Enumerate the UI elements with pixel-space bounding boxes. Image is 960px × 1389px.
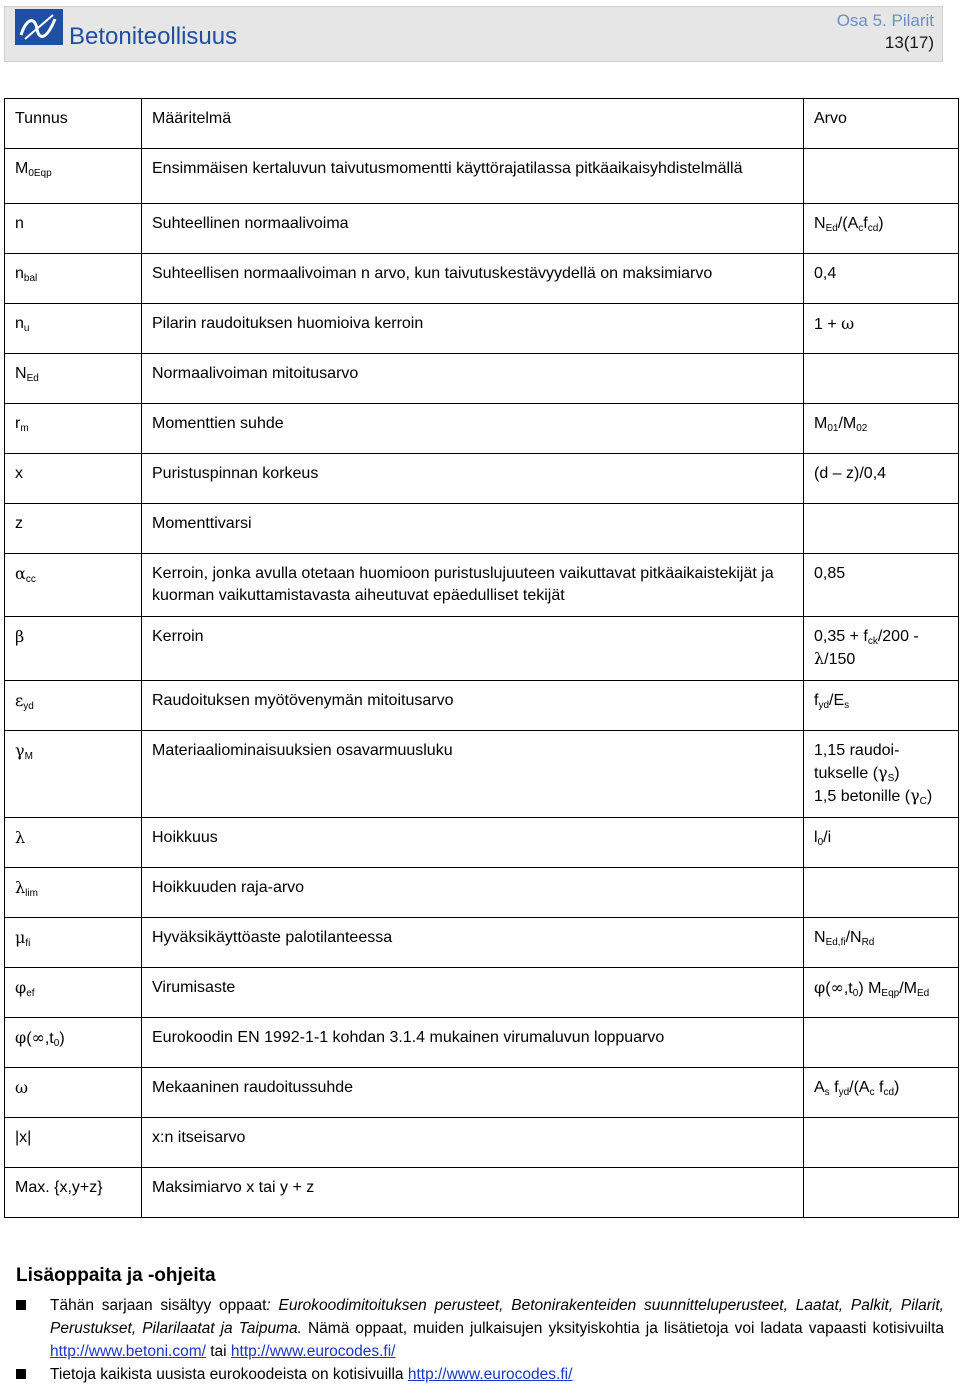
document-title: Osa 5. Pilarit [836, 11, 934, 30]
definition-cell: Normaalivoiman mitoitusarvo [142, 354, 804, 404]
value-cell: $l_0/i$ [804, 818, 959, 868]
table-header-row [5, 99, 959, 149]
bullet-icon [16, 1300, 26, 1310]
definition-cell: Materiaaliominaisuuksien osavarmuusluku [142, 731, 804, 818]
symbol-cell: n [5, 204, 142, 254]
value-cell [804, 868, 959, 918]
table-row [5, 404, 959, 454]
definition-cell: Ensimmäisen kertaluvun taivutusmomentti käyttörajatilassa pitkäaikaisyhdistelmällä [142, 149, 804, 204]
value-cell: $0,35 + f_{ck}/200 - \lambda/150$ [804, 617, 959, 681]
value-cell: 1,15 raudoitukselle $(\gamma_S)$ 1,5 betonille $(\gamma_C)$ [804, 731, 959, 818]
table-row [5, 1068, 959, 1118]
symbol-cell: x [5, 454, 142, 504]
definition-cell: Kerroin, jonka avulla otetaan huomioon puristuslujuuteen vaikuttavat pitkäaikaistekijät ja kuorman vaikuttamistavasta aiheutuvat epäedulliset tekijät [142, 554, 804, 617]
symbol-cell: λ [5, 818, 142, 868]
value-cell: 1 + ω [804, 304, 959, 354]
value-cell [804, 504, 959, 554]
table-row [5, 731, 959, 818]
table-row [5, 1168, 959, 1218]
value-cell: $N_{Ed}/(A_cf_{cd})$ [804, 204, 959, 254]
value-cell [804, 1118, 959, 1168]
header-value: Arvo [804, 99, 959, 149]
header-symbol: Tunnus [5, 99, 142, 149]
symbol-cell: $\varepsilon_{yd}$ [5, 681, 142, 731]
symbol-cell: $r_m$ [5, 404, 142, 454]
value-cell: (d – z)/0,4 [804, 454, 959, 504]
definition-cell: Virumisaste [142, 968, 804, 1018]
symbol-cell: z [5, 504, 142, 554]
definition-cell: Momenttivarsi [142, 504, 804, 554]
table-row [5, 918, 959, 968]
symbol-cell: |x| [5, 1118, 142, 1168]
value-cell: $\varphi(\infty,t_0)$ $M_{Eqp}/M_{Ed}$ [804, 968, 959, 1018]
definition-cell: Momenttien suhde [142, 404, 804, 454]
symbol-cell: $\alpha_{cc}$ [5, 554, 142, 617]
symbol-cell: $\varphi_{ef}$ [5, 968, 142, 1018]
note-text: tai [205, 1343, 231, 1360]
value-cell: 0,4 [804, 254, 959, 304]
table-row [5, 354, 959, 404]
table-row [5, 681, 959, 731]
table-row [5, 504, 959, 554]
definition-cell: Hoikkuus [142, 818, 804, 868]
eurocodes-link[interactable]: http://www.eurocodes.fi/ [407, 1366, 573, 1383]
bullet-icon [16, 1369, 26, 1379]
table-row [5, 254, 959, 304]
table-row [5, 1118, 959, 1168]
list-item [16, 1294, 944, 1363]
page-header [4, 6, 943, 62]
definition-cell: Maksimiarvo x tai y + z [142, 1168, 804, 1218]
symbol-table [4, 98, 959, 1218]
table-row [5, 617, 959, 681]
value-cell [804, 1018, 959, 1068]
value-cell [804, 354, 959, 404]
definition-cell: Kerroin [142, 617, 804, 681]
value-cell: 0,85 [804, 554, 959, 617]
symbol-cell: $n_u$ [5, 304, 142, 354]
definition-cell: Raudoituksen myötövenymän mitoitusarvo [142, 681, 804, 731]
definition-cell: Pilarin raudoituksen huomioiva kerroin [142, 304, 804, 354]
definition-cell: Puristuspinnan korkeus [142, 454, 804, 504]
brand-name: Betoniteollisuus [69, 23, 238, 50]
definition-cell: Mekaaninen raudoitussuhde [142, 1068, 804, 1118]
definition-cell: Eurokoodin EN 1992-1-1 kohdan 3.1.4 mukainen virumaluvun loppuarvo [142, 1018, 804, 1068]
value-cell [804, 149, 959, 204]
value-cell: $M_{01}/M_{02}$ [804, 404, 959, 454]
definition-cell: x:n itseisarvo [142, 1118, 804, 1168]
table-row [5, 454, 959, 504]
symbol-cell: β [5, 617, 142, 681]
note-text: Tähän sarjaan sisältyy oppaat [50, 1297, 267, 1314]
symbol-cell: $n_{bal}$ [5, 254, 142, 304]
eurocodes-link[interactable]: http://www.eurocodes.fi/ [230, 1343, 396, 1360]
symbol-cell: $M_{0Eqp}$ [5, 149, 142, 204]
table-row [5, 868, 959, 918]
page-number: 13(17) [884, 33, 934, 52]
symbol-cell: $\lambda_{lim}$ [5, 868, 142, 918]
definition-cell: Suhteellisen normaalivoiman n arvo, kun taivutuskestävyydellä on maksimiarvo [142, 254, 804, 304]
table-row [5, 1018, 959, 1068]
table-row [5, 818, 959, 868]
value-cell: $f_{yd}/E_s$ [804, 681, 959, 731]
definition-cell: Hyväksikäyttöaste palotilanteessa [142, 918, 804, 968]
betoniteollisuus-logo-icon [15, 9, 63, 45]
table-row [5, 554, 959, 617]
symbol-cell: $N_{Ed}$ [5, 354, 142, 404]
value-cell: $N_{Ed,fi}/N_{Rd}$ [804, 918, 959, 968]
table-row [5, 149, 959, 204]
table-row [5, 304, 959, 354]
notes-list [16, 1294, 944, 1386]
symbol-cell: $\varphi(\infty,t_0)$ [5, 1018, 142, 1068]
list-item [16, 1363, 944, 1386]
value-cell: $A_s$ $f_{yd}/(A_c$ $f_{cd}$) [804, 1068, 959, 1118]
table-row [5, 204, 959, 254]
symbol-cell: $\gamma_M$ [5, 731, 142, 818]
table-row [5, 968, 959, 1018]
section-heading: Lisäoppaita ja -ohjeita [16, 1265, 216, 1286]
definition-cell: Hoikkuuden raja-arvo [142, 868, 804, 918]
betoni-link[interactable]: http://www.betoni.com/ [50, 1343, 206, 1360]
symbol-cell: ω [5, 1068, 142, 1118]
header-definition: Määritelmä [142, 99, 804, 149]
value-cell [804, 1168, 959, 1218]
note-text: Nämä oppaat, muiden julkaisujen yksityiskohtia ja lisätietoja voi ladata vapaasti kotisivuilta [301, 1320, 944, 1337]
definition-cell: Suhteellinen normaalivoima [142, 204, 804, 254]
note-text: Tietoja kaikista uusista eurokoodeista on kotisivuilla [50, 1366, 408, 1383]
symbol-cell: $\mu_{fi}$ [5, 918, 142, 968]
note-guide-list: : Eurokoodimitoituksen perusteet, Betonirakenteiden suunnitteluperusteet, Laatat, Palkit, Pilarit, Perustukset, Pilarilaatat ja Taipuma. [50, 1297, 944, 1337]
symbol-cell: Max. {x,y+z} [5, 1168, 142, 1218]
